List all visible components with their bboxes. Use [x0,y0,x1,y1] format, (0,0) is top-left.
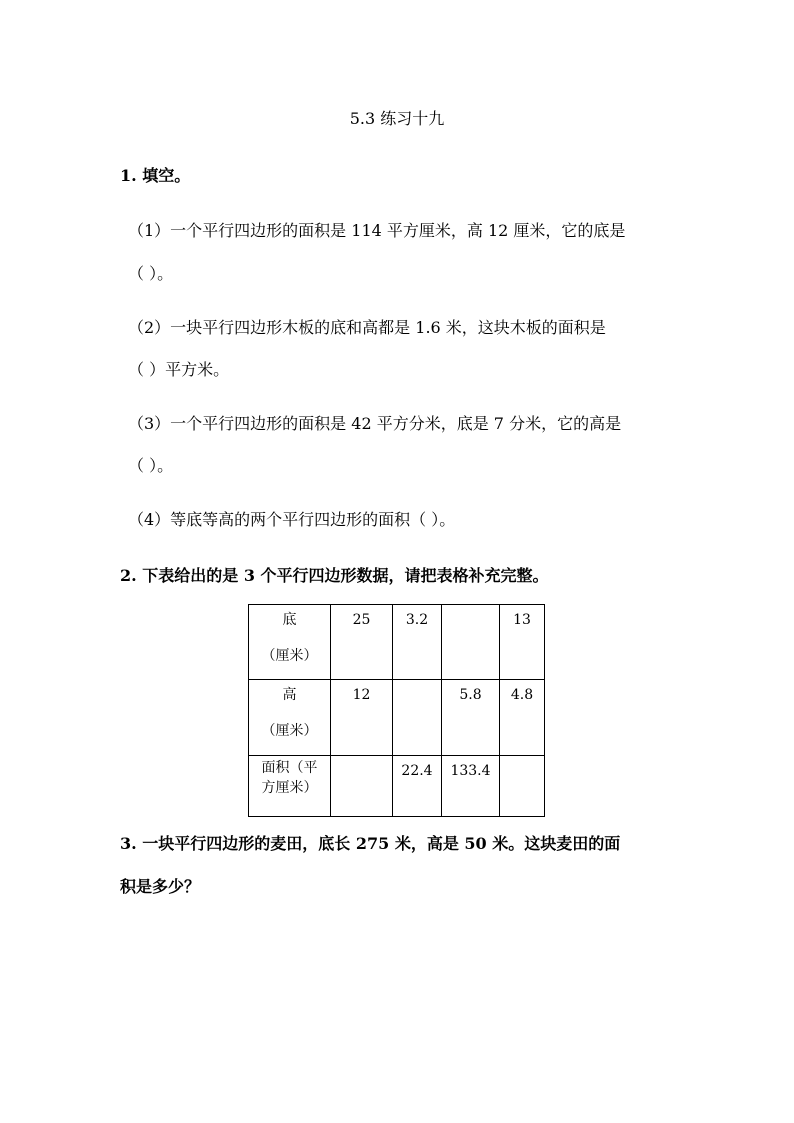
table-cell: 5.8 [442,680,500,756]
table-cell: 22.4 [393,756,442,817]
row-header-label: 面积（平 [261,760,318,776]
q1-item-1-line1: （1）一个平行四边形的面积是 114 平方厘米，高 12 厘米，它的底是 [128,221,626,240]
table-cell: 4.8 [500,680,545,756]
q1-item-3-line1: （3）一个平行四边形的面积是 42 平方分米，底是 7 分米，它的高是 [128,414,622,433]
row-header-base [249,605,331,680]
row-header-area [249,756,331,817]
table-cell [393,680,442,756]
row-header-unit: （厘米） [261,648,318,664]
table-cell: 13 [500,605,545,680]
table-row [249,605,545,680]
question-3-line1: 3. 一块平行四边形的麦田，底长 275 米，高是 50 米。这块麦田的面 [120,834,621,853]
page-title: 5.3 练习十九 [349,109,445,128]
q1-item-2-line2: （ ）平方米。 [128,360,230,379]
q1-item-1-line2: （ ）。 [128,264,174,283]
row-header-unit: （厘米） [261,723,318,739]
row-header-label: 底 [282,612,297,628]
question-1-heading: 1. 填空。 [120,166,191,185]
table-cell: 12 [331,680,393,756]
q1-item-2-line1: （2）一块平行四边形木板的底和高都是 1.6 米，这块木板的面积是 [128,318,606,337]
parallelogram-data-table [248,604,545,817]
q1-item-4-line1: （4）等底等高的两个平行四边形的面积（ ）。 [128,510,456,529]
table-cell [331,756,393,817]
row-header-height [249,680,331,756]
q1-item-3-line2: （ ）。 [128,456,174,475]
row-header-unit: 方厘米） [261,780,318,796]
table-row [249,680,545,756]
table-cell: 133.4 [442,756,500,817]
table-row [249,756,545,817]
row-header-label: 高 [282,687,297,703]
table-cell [500,756,545,817]
table-cell: 3.2 [393,605,442,680]
question-2-heading: 2. 下表给出的是 3 个平行四边形数据，请把表格补充完整。 [120,566,549,585]
question-3-line2: 积是多少？ [120,877,201,896]
table-cell: 25 [331,605,393,680]
table-cell [442,605,500,680]
